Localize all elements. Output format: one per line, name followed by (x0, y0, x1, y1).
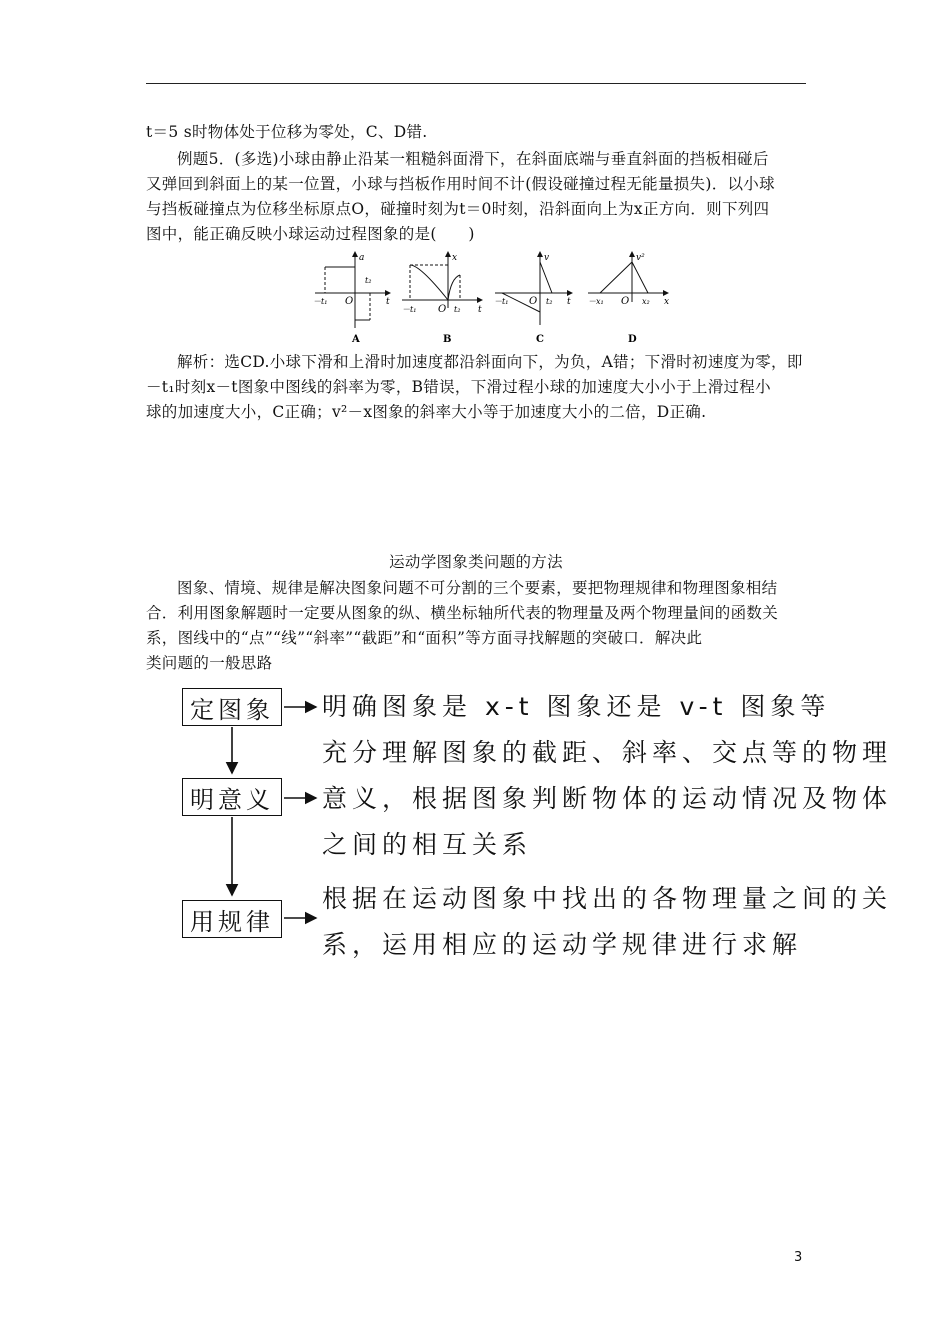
step3-text-line-2: 系，运用相应的运动学规律进行求解 (322, 930, 803, 959)
graph-a-origin: O (345, 296, 354, 307)
method-title: 运动学图象类问题的方法 (389, 553, 563, 571)
step-box-rules: 用规律 (182, 900, 282, 938)
graph-d-origin: O (621, 296, 630, 307)
graph-b-right-tick: t₂ (454, 305, 461, 314)
graph-c-origin: O (529, 296, 538, 307)
graph-d (588, 252, 668, 302)
method-line-3: 系，图线中的“点”“线”“斜率”“截距”和“面积”等方面寻找解题的突破口．解决此 (146, 629, 703, 647)
example-line-3: 与挡板碰撞点为位移坐标原点O，碰撞时刻为t＝0时刻，沿斜面向上为x正方向．则下列四 (146, 200, 770, 218)
step2-text-line-2: 意义，根据图象判断物体的运动情况及物体 (322, 784, 893, 813)
graph-b (402, 252, 482, 308)
graph-a-y-label: a (359, 253, 365, 263)
graph-d-line-down (632, 262, 648, 293)
graph-d-y-label: v² (636, 253, 645, 263)
graph-a-left-tick: －t₁ (313, 297, 328, 306)
graph-b-curve-down (410, 265, 448, 300)
graph-b-x-label: t (478, 305, 482, 315)
graph-c-caption: C (536, 334, 544, 345)
analysis-line-3: 球的加速度大小，C正确；v²－x图象的斜率大小等于加速度大小的二倍，D正确. (146, 403, 707, 421)
graph-b-origin: O (438, 304, 447, 315)
graph-c-y-label: v (544, 253, 550, 263)
graph-b-caption: B (443, 334, 452, 345)
example-line-4: 图中，能正确反映小球运动过程图象的是( ) (146, 225, 475, 243)
graph-c-x-label: t (567, 297, 571, 307)
example-line-2: 又弹回到斜面上的某一位置，小球与挡板作用时间不计(假设碰撞过程无能量损失)．以小球 (146, 175, 775, 193)
step2-text-line-3: 之间的相互关系 (322, 830, 533, 859)
graph-c-right-tick: t₂ (546, 297, 553, 306)
step1-text: 明确图象是 x-t 图象还是 v-t 图象等 (322, 692, 831, 721)
graph-c (495, 252, 572, 325)
paragraph-intro: t＝5 s时物体处于位移为零处，C、D错. (146, 123, 428, 141)
header-rule (146, 83, 806, 84)
analysis-line-1: 解析：选CD.小球下滑和上滑时加速度都沿斜面向下，为负，A错；下滑时初速度为零，即 (177, 353, 803, 371)
graph-a-x-label: t (386, 297, 390, 307)
graph-a (315, 252, 390, 328)
graph-b-left-tick: －t₁ (402, 305, 417, 314)
step-box-meaning: 明意义 (182, 778, 282, 816)
graph-options-svg (310, 250, 680, 350)
graph-d-caption: D (628, 334, 637, 345)
graph-c-left-tick: －t₁ (494, 297, 509, 306)
graph-b-y-label: x (452, 253, 458, 263)
step3-text-line-1: 根据在运动图象中找出的各物理量之间的关 (322, 884, 893, 913)
page-number: 3 (794, 1250, 803, 1265)
graph-b-curve-up (448, 275, 460, 300)
graph-c-line-up (540, 262, 552, 293)
graph-a-caption: A (352, 334, 360, 345)
method-line-2: 合．利用图象解题时一定要从图象的纵、横坐标轴所代表的物理量及两个物理量间的函数关 (146, 604, 779, 622)
method-line-1: 图象、情境、规律是解决图象问题不可分割的三个要素，要把物理规律和物理图象相结 (177, 579, 778, 597)
step-box-define: 定图象 (182, 688, 282, 726)
method-line-4: 类问题的一般思路 (146, 654, 273, 672)
example-line-1: 例题5．(多选)小球由静止沿某一粗糙斜面滑下，在斜面底端与垂直斜面的挡板相碰后 (177, 150, 769, 168)
graph-d-line-up (600, 262, 632, 293)
graph-d-right-tick: x₂ (642, 297, 650, 306)
graph-options (310, 250, 680, 350)
graph-d-left-tick: －x₁ (588, 297, 604, 306)
graph-d-x-label: x (664, 297, 670, 307)
flowchart (180, 680, 900, 970)
analysis-line-2: －t₁时刻x－t图象中图线的斜率为零，B错误，下滑过程小球的加速度大小小于上滑过程小 (146, 378, 771, 396)
graph-a-right-tick: t₂ (365, 276, 372, 285)
step2-text-line-1: 充分理解图象的截距、斜率、交点等的物理 (322, 738, 893, 767)
